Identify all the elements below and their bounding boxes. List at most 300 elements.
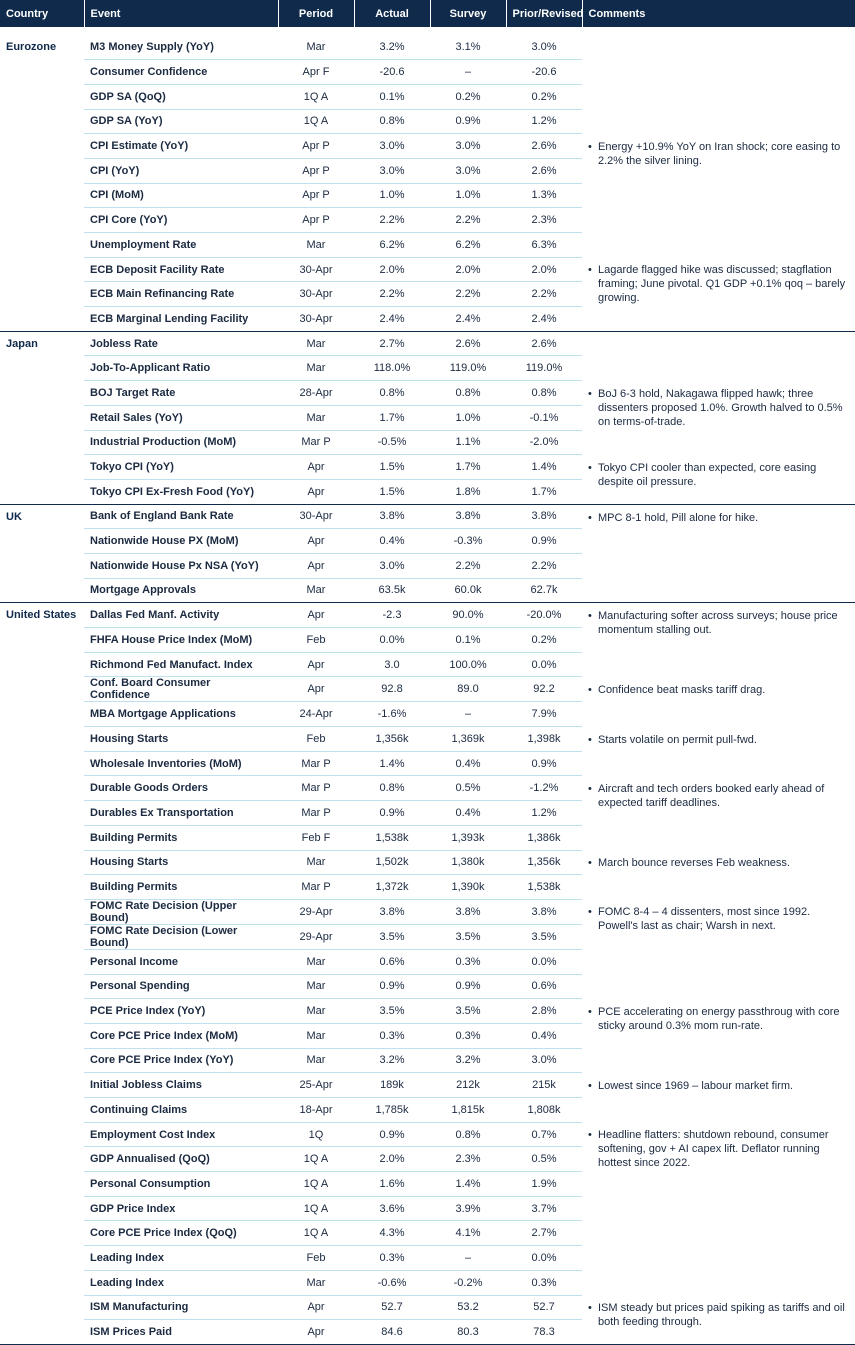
event-cell: FOMC Rate Decision (Upper Bound) — [84, 899, 278, 924]
actual-cell: 0.9% — [354, 801, 430, 826]
header-event: Event — [84, 0, 278, 27]
comment-cell — [582, 677, 855, 727]
prior-cell: 3.7% — [506, 1196, 582, 1221]
survey-cell: 6.2% — [430, 233, 506, 258]
comment-text — [588, 263, 849, 305]
event-cell: Dallas Fed Manf. Activity — [84, 603, 278, 628]
bullet-icon: • — [588, 1129, 592, 1142]
period-cell: Mar — [278, 1048, 354, 1073]
comment-cell — [582, 1122, 855, 1295]
comment-cell — [582, 381, 855, 455]
actual-cell: 0.9% — [354, 1122, 430, 1147]
prior-cell: 1.9% — [506, 1172, 582, 1197]
period-cell: Apr P — [278, 134, 354, 159]
header-survey: Survey — [430, 0, 506, 27]
survey-cell: 90.0% — [430, 603, 506, 628]
prior-cell: 52.7 — [506, 1295, 582, 1320]
table-row — [0, 1073, 855, 1098]
comment-cell — [582, 504, 855, 603]
bullet-icon: • — [588, 461, 592, 474]
comment-text — [588, 1301, 849, 1329]
survey-cell: 1.1% — [430, 430, 506, 455]
survey-cell: 3.5% — [430, 999, 506, 1024]
survey-cell: 3.8% — [430, 504, 506, 529]
event-cell: Building Permits — [84, 875, 278, 900]
actual-cell: 0.6% — [354, 949, 430, 974]
prior-cell: 0.4% — [506, 1023, 582, 1048]
table-row — [0, 356, 855, 381]
survey-cell: 2.2% — [430, 553, 506, 578]
actual-cell: 2.0% — [354, 257, 430, 282]
prior-cell: 7.9% — [506, 702, 582, 727]
event-cell: Housing Starts — [84, 850, 278, 875]
event-cell: Leading Index — [84, 1246, 278, 1271]
prior-cell: 62.7k — [506, 578, 582, 603]
survey-cell: 0.9% — [430, 109, 506, 134]
survey-cell: 80.3 — [430, 1320, 506, 1345]
survey-cell: – — [430, 702, 506, 727]
comment-body: Energy +10.9% YoY on Iran shock; core easing to 2.2% the silver lining. — [598, 140, 841, 167]
prior-cell: 119.0% — [506, 356, 582, 381]
bullet-icon: • — [588, 857, 592, 869]
survey-cell: 0.3% — [430, 1023, 506, 1048]
period-cell: Apr — [278, 479, 354, 504]
comment-body: March bounce reverses Feb weakness. — [598, 857, 790, 869]
event-cell: ECB Deposit Facility Rate — [84, 257, 278, 282]
survey-cell: 2.0% — [430, 257, 506, 282]
actual-cell: 1.0% — [354, 183, 430, 208]
comment-body: BoJ 6-3 hold, Nakagawa flipped hawk; three dissenters proposed 1.0%. Growth halved to 0.5% on terms-of-trade. — [598, 387, 843, 428]
prior-cell: 1.3% — [506, 183, 582, 208]
comment-text — [588, 782, 849, 810]
event-cell: Leading Index — [84, 1270, 278, 1295]
table-row — [0, 455, 855, 480]
survey-cell: 3.0% — [430, 134, 506, 159]
period-cell: 30-Apr — [278, 282, 354, 307]
actual-cell: 2.0% — [354, 1147, 430, 1172]
event-cell: Personal Spending — [84, 974, 278, 999]
survey-cell: -0.2% — [430, 1270, 506, 1295]
event-cell: Industrial Production (MoM) — [84, 430, 278, 455]
survey-cell: 0.2% — [430, 84, 506, 109]
actual-cell: 2.2% — [354, 208, 430, 233]
event-cell: Jobless Rate — [84, 331, 278, 356]
period-cell: Apr — [278, 603, 354, 628]
period-cell: Feb — [278, 628, 354, 653]
actual-cell: 3.0% — [354, 134, 430, 159]
event-cell: Core PCE Price Index (MoM) — [84, 1023, 278, 1048]
event-cell: Consumer Confidence — [84, 60, 278, 85]
comment-text — [588, 609, 849, 637]
event-cell: Employment Cost Index — [84, 1122, 278, 1147]
period-cell: Mar — [278, 1023, 354, 1048]
event-cell: Retail Sales (YoY) — [84, 405, 278, 430]
period-cell: Feb — [278, 1246, 354, 1271]
actual-cell: 3.0 — [354, 652, 430, 677]
comment-cell — [582, 603, 855, 677]
comment-text — [588, 1005, 849, 1033]
prior-cell: 2.7% — [506, 1221, 582, 1246]
comment-cell — [582, 1073, 855, 1122]
period-cell: Apr — [278, 1295, 354, 1320]
event-cell: Durables Ex Transportation — [84, 801, 278, 826]
comment-text — [588, 856, 849, 870]
period-cell: Mar — [278, 974, 354, 999]
survey-cell: 2.2% — [430, 208, 506, 233]
comment-cell — [582, 1295, 855, 1344]
comment-body: Headline flatters: shutdown rebound, consumer softening, gov + AI capex lift. Deflator running hottest since 2022. — [598, 1129, 829, 1170]
prior-cell: 2.4% — [506, 307, 582, 332]
table-row — [0, 727, 855, 752]
period-cell: Mar P — [278, 776, 354, 801]
prior-cell: 2.2% — [506, 553, 582, 578]
period-cell: Mar — [278, 405, 354, 430]
survey-cell: 0.8% — [430, 381, 506, 406]
survey-cell: 89.0 — [430, 677, 506, 702]
comment-text — [588, 1079, 849, 1093]
period-cell: Mar — [278, 331, 354, 356]
comment-cell — [582, 899, 855, 998]
actual-cell: 0.3% — [354, 1023, 430, 1048]
event-cell: BOJ Target Rate — [84, 381, 278, 406]
header-prior: Prior/Revised — [506, 0, 582, 27]
period-cell: 1Q A — [278, 84, 354, 109]
header-country: Country — [0, 0, 84, 27]
event-cell: MBA Mortgage Applications — [84, 702, 278, 727]
table-row — [0, 504, 855, 529]
header-actual: Actual — [354, 0, 430, 27]
actual-cell: 6.2% — [354, 233, 430, 258]
comment-text — [588, 461, 849, 489]
period-cell: 1Q — [278, 1122, 354, 1147]
prior-cell: 1,356k — [506, 850, 582, 875]
period-cell: Mar P — [278, 430, 354, 455]
period-cell: Feb F — [278, 825, 354, 850]
country-label: United States — [0, 603, 84, 1345]
event-cell: GDP SA (YoY) — [84, 109, 278, 134]
actual-cell: -0.5% — [354, 430, 430, 455]
prior-cell: 2.8% — [506, 999, 582, 1024]
period-cell: Apr P — [278, 208, 354, 233]
event-cell: Wholesale Inventories (MoM) — [84, 751, 278, 776]
actual-cell: 0.8% — [354, 381, 430, 406]
survey-cell: 3.5% — [430, 924, 506, 949]
comment-cell — [582, 727, 855, 776]
survey-cell: 2.4% — [430, 307, 506, 332]
prior-cell: -20.0% — [506, 603, 582, 628]
actual-cell: 2.7% — [354, 331, 430, 356]
prior-cell: 2.3% — [506, 208, 582, 233]
event-cell: CPI Core (YoY) — [84, 208, 278, 233]
period-cell: 30-Apr — [278, 504, 354, 529]
prior-cell: 1,538k — [506, 875, 582, 900]
prior-cell: 1,808k — [506, 1098, 582, 1123]
comment-cell-empty — [582, 35, 855, 60]
period-cell: 24-Apr — [278, 702, 354, 727]
period-cell: Apr — [278, 529, 354, 554]
comment-body: Tokyo CPI cooler than expected, core easing despite oil pressure. — [598, 461, 817, 488]
comment-cell-empty — [582, 60, 855, 85]
prior-cell: 3.8% — [506, 899, 582, 924]
comment-body: FOMC 8-4 – 4 dissenters, most since 1992. Powell's last as chair; Warsh in next. — [598, 906, 811, 933]
survey-cell: 1,390k — [430, 875, 506, 900]
prior-cell: 0.5% — [506, 1147, 582, 1172]
actual-cell: -0.6% — [354, 1270, 430, 1295]
period-cell: 1Q A — [278, 1196, 354, 1221]
actual-cell: 92.8 — [354, 677, 430, 702]
table-row — [0, 999, 855, 1024]
event-cell: PCE Price Index (YoY) — [84, 999, 278, 1024]
survey-cell: 0.5% — [430, 776, 506, 801]
period-cell: 1Q A — [278, 1221, 354, 1246]
event-cell: FOMC Rate Decision (Lower Bound) — [84, 924, 278, 949]
prior-cell: 1,398k — [506, 727, 582, 752]
actual-cell: 3.0% — [354, 553, 430, 578]
survey-cell: 100.0% — [430, 652, 506, 677]
period-cell: Mar — [278, 233, 354, 258]
prior-cell: -1.2% — [506, 776, 582, 801]
actual-cell: 2.4% — [354, 307, 430, 332]
event-cell: FHFA House Price Index (MoM) — [84, 628, 278, 653]
table-row — [0, 677, 855, 702]
comment-body: Lowest since 1969 – labour market firm. — [598, 1079, 794, 1092]
prior-cell: 0.7% — [506, 1122, 582, 1147]
event-cell: Conf. Board Consumer Confidence — [84, 677, 278, 702]
table-row — [0, 331, 855, 356]
prior-cell: 1.2% — [506, 801, 582, 826]
event-cell: Housing Starts — [84, 727, 278, 752]
comment-text — [588, 387, 849, 429]
bullet-icon: • — [588, 140, 592, 153]
actual-cell: 1.5% — [354, 479, 430, 504]
prior-cell: 2.6% — [506, 134, 582, 159]
survey-cell: 119.0% — [430, 356, 506, 381]
survey-cell: 1.0% — [430, 183, 506, 208]
period-cell: Mar P — [278, 751, 354, 776]
table-row — [0, 60, 855, 85]
survey-cell: 3.8% — [430, 899, 506, 924]
prior-cell: -2.0% — [506, 430, 582, 455]
period-cell: 30-Apr — [278, 307, 354, 332]
period-cell: Apr — [278, 553, 354, 578]
prior-cell: 2.2% — [506, 282, 582, 307]
survey-cell: 3.9% — [430, 1196, 506, 1221]
event-cell: Mortgage Approvals — [84, 578, 278, 603]
comment-body: Manufacturing softer across surveys; house price momentum stalling out. — [598, 610, 838, 637]
prior-cell: 3.0% — [506, 1048, 582, 1073]
prior-cell: 0.8% — [506, 381, 582, 406]
event-cell: Job-To-Applicant Ratio — [84, 356, 278, 381]
table-row — [0, 603, 855, 628]
event-cell: CPI Estimate (YoY) — [84, 134, 278, 159]
period-cell: Mar — [278, 356, 354, 381]
prior-cell: 0.3% — [506, 1270, 582, 1295]
table-row — [0, 776, 855, 801]
survey-cell: 4.1% — [430, 1221, 506, 1246]
actual-cell: 0.3% — [354, 1246, 430, 1271]
survey-cell: – — [430, 60, 506, 85]
survey-cell: 1,369k — [430, 727, 506, 752]
actual-cell: 52.7 — [354, 1295, 430, 1320]
prior-cell: 1,386k — [506, 825, 582, 850]
period-cell: 29-Apr — [278, 924, 354, 949]
comment-text — [588, 905, 849, 933]
bullet-icon: • — [588, 511, 592, 524]
period-cell: Mar P — [278, 875, 354, 900]
actual-cell: 3.8% — [354, 899, 430, 924]
event-cell: M3 Money Supply (YoY) — [84, 35, 278, 60]
comment-cell — [582, 999, 855, 1073]
actual-cell: 0.8% — [354, 776, 430, 801]
event-cell: Nationwide House Px NSA (YoY) — [84, 553, 278, 578]
bullet-icon: • — [588, 610, 592, 623]
bullet-icon: • — [588, 906, 592, 919]
survey-cell: 1,380k — [430, 850, 506, 875]
actual-cell: 1,538k — [354, 825, 430, 850]
table-row — [0, 1295, 855, 1320]
period-cell: Apr — [278, 1320, 354, 1345]
table-row — [0, 84, 855, 109]
event-cell: GDP Annualised (QoQ) — [84, 1147, 278, 1172]
actual-cell: 118.0% — [354, 356, 430, 381]
survey-cell: 0.9% — [430, 974, 506, 999]
prior-cell: 3.5% — [506, 924, 582, 949]
survey-cell: – — [430, 1246, 506, 1271]
event-cell: Initial Jobless Claims — [84, 1073, 278, 1098]
bullet-icon: • — [588, 1079, 592, 1092]
actual-cell: -2.3 — [354, 603, 430, 628]
period-cell: 28-Apr — [278, 381, 354, 406]
table-row — [0, 1122, 855, 1147]
survey-cell: 1,393k — [430, 825, 506, 850]
table-row — [0, 35, 855, 60]
prior-cell: 3.0% — [506, 35, 582, 60]
event-cell: CPI (YoY) — [84, 158, 278, 183]
actual-cell: 3.2% — [354, 35, 430, 60]
period-cell: Mar — [278, 578, 354, 603]
period-cell: Apr F — [278, 60, 354, 85]
table-row — [0, 109, 855, 134]
event-cell: Personal Consumption — [84, 1172, 278, 1197]
comment-cell-empty — [582, 109, 855, 134]
survey-cell: 0.8% — [430, 1122, 506, 1147]
actual-cell: 3.2% — [354, 1048, 430, 1073]
header-period: Period — [278, 0, 354, 27]
comment-body: Confidence beat masks tariff drag. — [598, 683, 766, 696]
actual-cell: 3.5% — [354, 999, 430, 1024]
actual-cell: 3.5% — [354, 924, 430, 949]
comment-body: PCE accelerating on energy passthroug with core sticky around 0.3% mom run-rate. — [598, 1005, 840, 1032]
actual-cell: 0.9% — [354, 974, 430, 999]
actual-cell: 0.1% — [354, 84, 430, 109]
actual-cell: 1.4% — [354, 751, 430, 776]
actual-cell: 84.6 — [354, 1320, 430, 1345]
survey-cell: 3.1% — [430, 35, 506, 60]
survey-cell: 1,815k — [430, 1098, 506, 1123]
prior-cell: 0.9% — [506, 751, 582, 776]
survey-cell: 1.0% — [430, 405, 506, 430]
actual-cell: -20.6 — [354, 60, 430, 85]
period-cell: Mar — [278, 850, 354, 875]
actual-cell: 0.8% — [354, 109, 430, 134]
country-label: UK — [0, 504, 84, 603]
comment-cell — [582, 776, 855, 850]
prior-cell: 0.2% — [506, 84, 582, 109]
prior-cell: 92.2 — [506, 677, 582, 702]
comment-body: Starts volatile on permit pull-fwd. — [598, 733, 757, 746]
actual-cell: 1,785k — [354, 1098, 430, 1123]
comment-cell-empty — [582, 331, 855, 356]
table-row — [0, 899, 855, 924]
actual-cell: 1.5% — [354, 455, 430, 480]
event-cell: Unemployment Rate — [84, 233, 278, 258]
period-cell: Apr — [278, 455, 354, 480]
event-cell: ISM Manufacturing — [84, 1295, 278, 1320]
prior-cell: 2.0% — [506, 257, 582, 282]
survey-cell: 1.7% — [430, 455, 506, 480]
actual-cell: 0.0% — [354, 628, 430, 653]
prior-cell: -0.1% — [506, 405, 582, 430]
period-cell: 1Q A — [278, 1147, 354, 1172]
actual-cell: -1.6% — [354, 702, 430, 727]
bullet-icon: • — [588, 387, 592, 400]
prior-cell: 0.0% — [506, 652, 582, 677]
event-cell: ECB Main Refinancing Rate — [84, 282, 278, 307]
actual-cell: 3.0% — [354, 158, 430, 183]
survey-cell: 0.3% — [430, 949, 506, 974]
prior-cell: 0.2% — [506, 628, 582, 653]
prior-cell: 2.6% — [506, 331, 582, 356]
table-row — [0, 134, 855, 159]
comment-text — [588, 733, 849, 747]
period-cell: Apr P — [278, 158, 354, 183]
comment-text — [588, 683, 849, 697]
comment-body: Lagarde flagged hike was discussed; stagflation framing; June pivotal. Q1 GDP +0.1% qoq – barely growing. — [598, 264, 846, 305]
bullet-icon: • — [588, 733, 592, 746]
comment-cell — [582, 134, 855, 257]
comment-text — [588, 511, 849, 525]
event-cell: Personal Income — [84, 949, 278, 974]
period-cell: 18-Apr — [278, 1098, 354, 1123]
event-cell: ISM Prices Paid — [84, 1320, 278, 1345]
event-cell: GDP Price Index — [84, 1196, 278, 1221]
country-label: Eurozone — [0, 35, 84, 331]
actual-cell: 1,502k — [354, 850, 430, 875]
bullet-icon: • — [588, 264, 592, 277]
period-cell: Mar — [278, 949, 354, 974]
actual-cell: 1.6% — [354, 1172, 430, 1197]
comment-body: MPC 8-1 hold, Pill alone for hike. — [598, 511, 759, 524]
event-cell: Core PCE Price Index (YoY) — [84, 1048, 278, 1073]
prior-cell: 0.0% — [506, 1246, 582, 1271]
period-cell: Apr P — [278, 183, 354, 208]
prior-cell: -20.6 — [506, 60, 582, 85]
prior-cell: 0.9% — [506, 529, 582, 554]
comment-cell-empty — [582, 84, 855, 109]
prior-cell: 3.8% — [506, 504, 582, 529]
event-cell: Building Permits — [84, 825, 278, 850]
prior-cell: 6.3% — [506, 233, 582, 258]
survey-cell: 2.2% — [430, 282, 506, 307]
actual-cell: 3.8% — [354, 504, 430, 529]
actual-cell: 0.4% — [354, 529, 430, 554]
period-cell: 25-Apr — [278, 1073, 354, 1098]
event-cell: GDP SA (QoQ) — [84, 84, 278, 109]
comment-cell-empty — [582, 356, 855, 381]
prior-cell: 0.6% — [506, 974, 582, 999]
bullet-icon: • — [588, 683, 592, 696]
comment-text — [588, 140, 849, 168]
